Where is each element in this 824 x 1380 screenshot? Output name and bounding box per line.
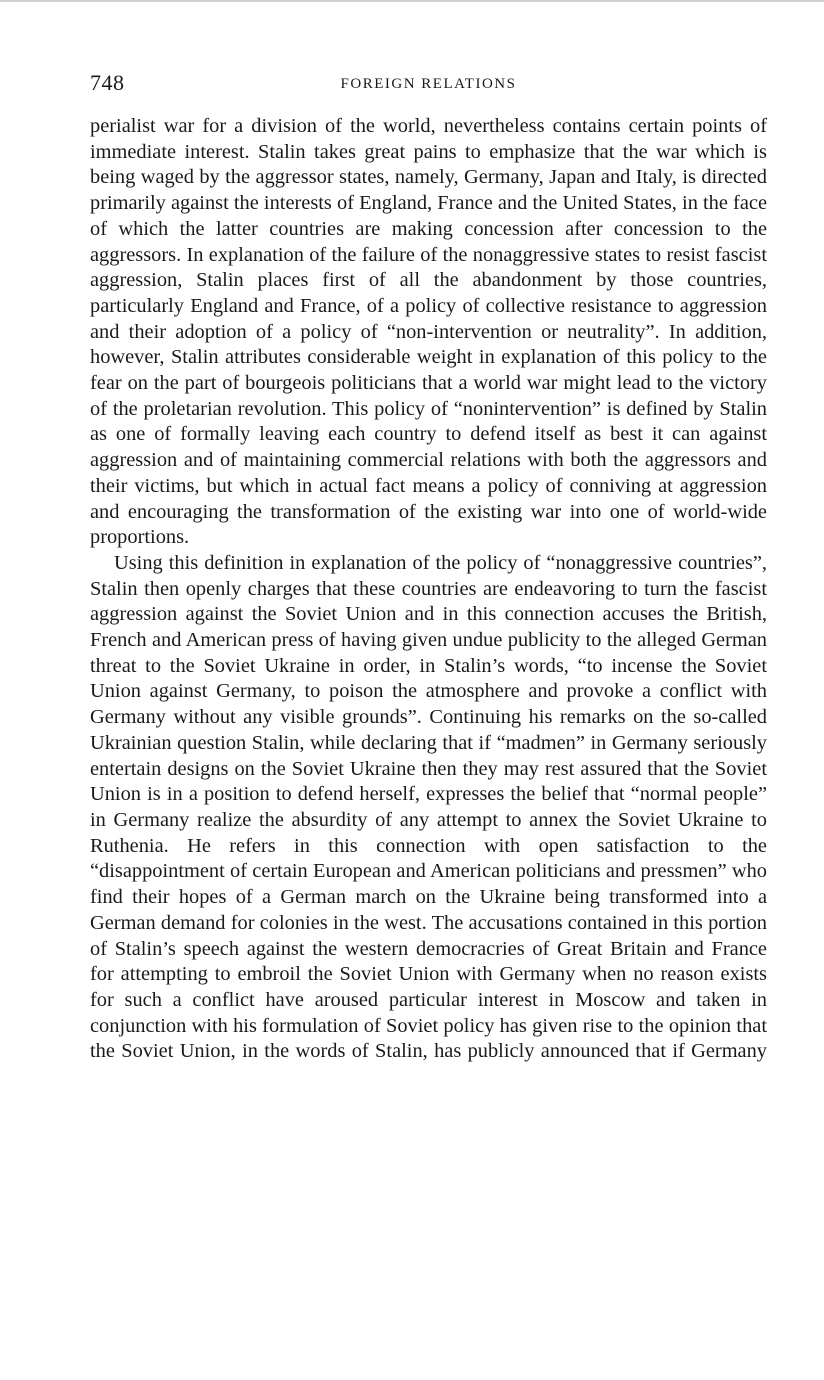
document-page [90, 70, 767, 1065]
page-number: 748 [90, 70, 125, 95]
paragraph-1: perialist war for a division of the world, nevertheless contains certain points of immediate interest. Stalin takes great pains to emphasize that the war which is being waged by the aggressor states, namely, Germany, Japan and Italy, is directed primarily against the interests of England, France and the United States, in the face of which the latter countries are making concession after concession to the aggressors. In explanation of the failure of the nonaggressive states to resist fascist aggression, Stalin places first of all the abandonment by those countries, particularly England and France, of a policy of collective resistance to aggression and their adoption of a policy of “non-intervention or neutrality”. In addition, however, Stalin attributes considerable weight in explanation of this policy to the fear on the part of bourgeois politicians that a world war might lead to the victory of the proletarian revolution. This policy of “nonintervention” is defined by Stalin as one of formally leaving each country to defend itself as best it can against aggression and of maintaining commercial relations with both the aggressors and their victims, but which in actual fact means a policy of conniving at aggression and encouraging the transformation of the existing war into one of world-wide proportions. [90, 115, 767, 549]
page-header [90, 70, 767, 104]
top-edge-rule [0, 0, 824, 2]
paragraph-2: Using this definition in explanation of the policy of “nonaggressive countries”, Stalin then openly charges that these countries are endeavoring to turn the fascist aggression against the Soviet Union and in this connection accuses the British, French and American press of having given undue publicity to the alleged German threat to the Soviet Ukraine in order, in Stalin’s words, “to incense the Soviet Union against Germany, to poison the atmosphere and provoke a conflict with Germany without any visible grounds”. Continuing his remarks on the so-called Ukrainian question Stalin, while declaring that if “madmen” in Germany seriously entertain designs on the Soviet Ukraine then they may rest assured that the Soviet Union is in a position to defend herself, expresses the belief that “normal people” in Germany realize the absurdity of any attempt to annex the Soviet Ukraine to Ruthenia. He refers in this connection with open satisfaction to the “disappointment of certain European and American politicians and pressmen” who find their hopes of a German march on the Ukraine being transformed into a German demand for colonies in the west. The accusations contained in this portion of Stalin’s speech against the western democracries of Great Britain and France for attempting to embroil the Soviet Union with Germany when no reason exists for such a conflict have aroused particular interest in Moscow and taken in conjunction with his formulation of Soviet policy has given rise to the opinion that the Soviet Union, in the words of Stalin, has publicly announced that if Germany [90, 551, 767, 1063]
running-title: FOREIGN RELATIONS [340, 76, 517, 92]
